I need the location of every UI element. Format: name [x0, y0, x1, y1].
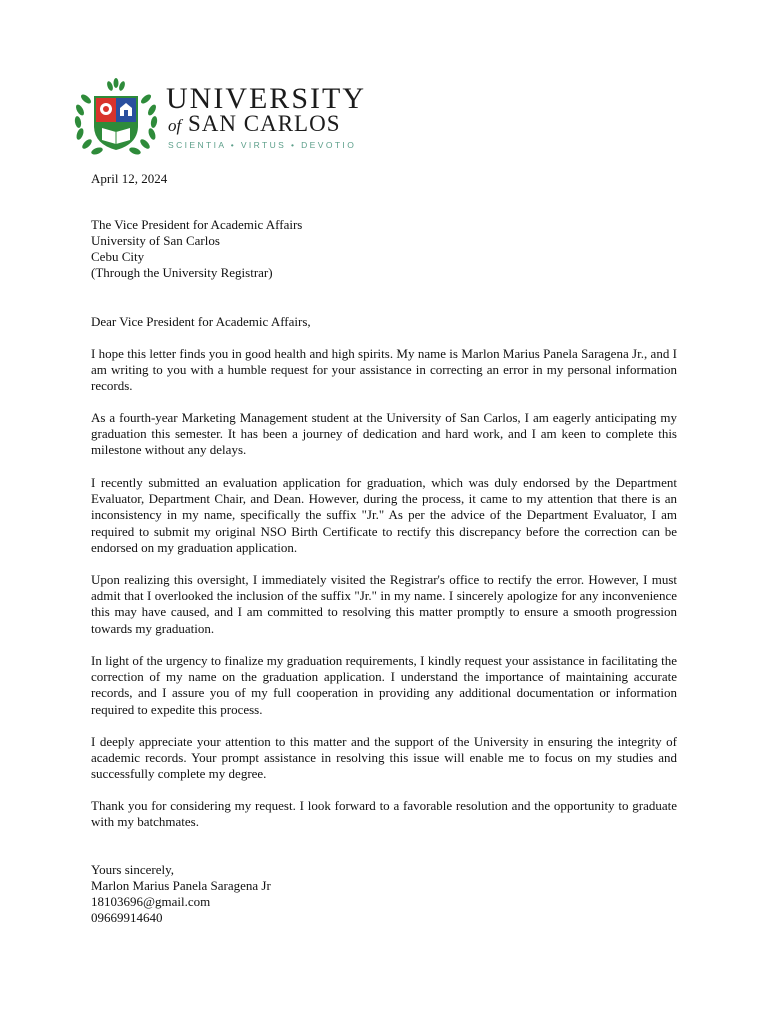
body-paragraph: Thank you for considering my request. I look forward to a favorable resolution and the opportunity to graduate with my batchmates. [91, 798, 677, 830]
valediction: Yours sincerely, [91, 862, 175, 877]
recipient-line: (Through the University Registrar) [91, 265, 273, 280]
body-paragraph: I recently submitted an evaluation application for graduation, which was duly endorsed by the Department Evaluator, Department Chair, and Dean. However, during the process, it came to my attention that there is an inconsistency in my name, specifically the suffix "Jr." As per the advice of the Department Evaluator, I am required to submit my original NSO Birth Certificate to rectify this discrepancy before the correction can be endorsed on my graduation application. [91, 475, 677, 555]
body-paragraph: Upon realizing this oversight, I immediately visited the Registrar's office to rectify the error. However, I must admit that I overlooked the inclusion of the suffix "Jr." in my name. I sincerely apologize for any inconvenience this may have caused, and I am committed to resolving this matter promptly to ensure a smooth progression towards my graduation. [91, 572, 677, 636]
letter-date: April 12, 2024 [91, 171, 168, 186]
recipient-line: The Vice President for Academic Affairs [91, 217, 303, 232]
university-of: of [168, 116, 182, 135]
university-seal-icon [70, 78, 162, 158]
body-paragraph: As a fourth-year Marketing Management student at the University of San Carlos, I am eagerly anticipating my graduation this semester. It has been a journey of dedication and hard work, and I am keen to complete this milestone without any delays. [91, 410, 677, 458]
signature-block [91, 862, 677, 926]
body-paragraph: I hope this letter finds you in good health and high spirits. My name is Marlon Marius Panela Saragena Jr., and I am writing to you with a humble request for your assistance in correcting an error in my personal information records. [91, 346, 677, 394]
university-name: UNIVERSITY [166, 82, 366, 115]
body-paragraph: In light of the urgency to finalize my graduation requirements, I kindly request your assistance in facilitating the correction of my name on the graduation application. I understand the importance of maintaining accurate records, and I assure you of my full cooperation in providing any additional documentation or information required to expedite this process. [91, 653, 677, 717]
university-motto: SCIENTIA • VIRTUS • DEVOTIO [168, 140, 357, 150]
sender-phone: 09669914640 [91, 910, 163, 925]
recipient-block [91, 217, 677, 281]
sender-name: Marlon Marius Panela Saragena Jr [91, 878, 271, 893]
salutation: Dear Vice President for Academic Affairs, [91, 314, 311, 329]
sender-email: 18103696@gmail.com [91, 894, 211, 909]
university-campus-name: SAN CARLOS [187, 111, 341, 136]
recipient-line: Cebu City [91, 249, 145, 264]
body-paragraph: I deeply appreciate your attention to this matter and the support of the University in ensuring the integrity of academic records. Your prompt assistance in resolving this issue will enable me to focus on my studies and successfully complete my degree. [91, 734, 677, 782]
recipient-line: University of San Carlos [91, 233, 220, 248]
letterhead [70, 78, 390, 158]
university-campus [168, 111, 341, 139]
